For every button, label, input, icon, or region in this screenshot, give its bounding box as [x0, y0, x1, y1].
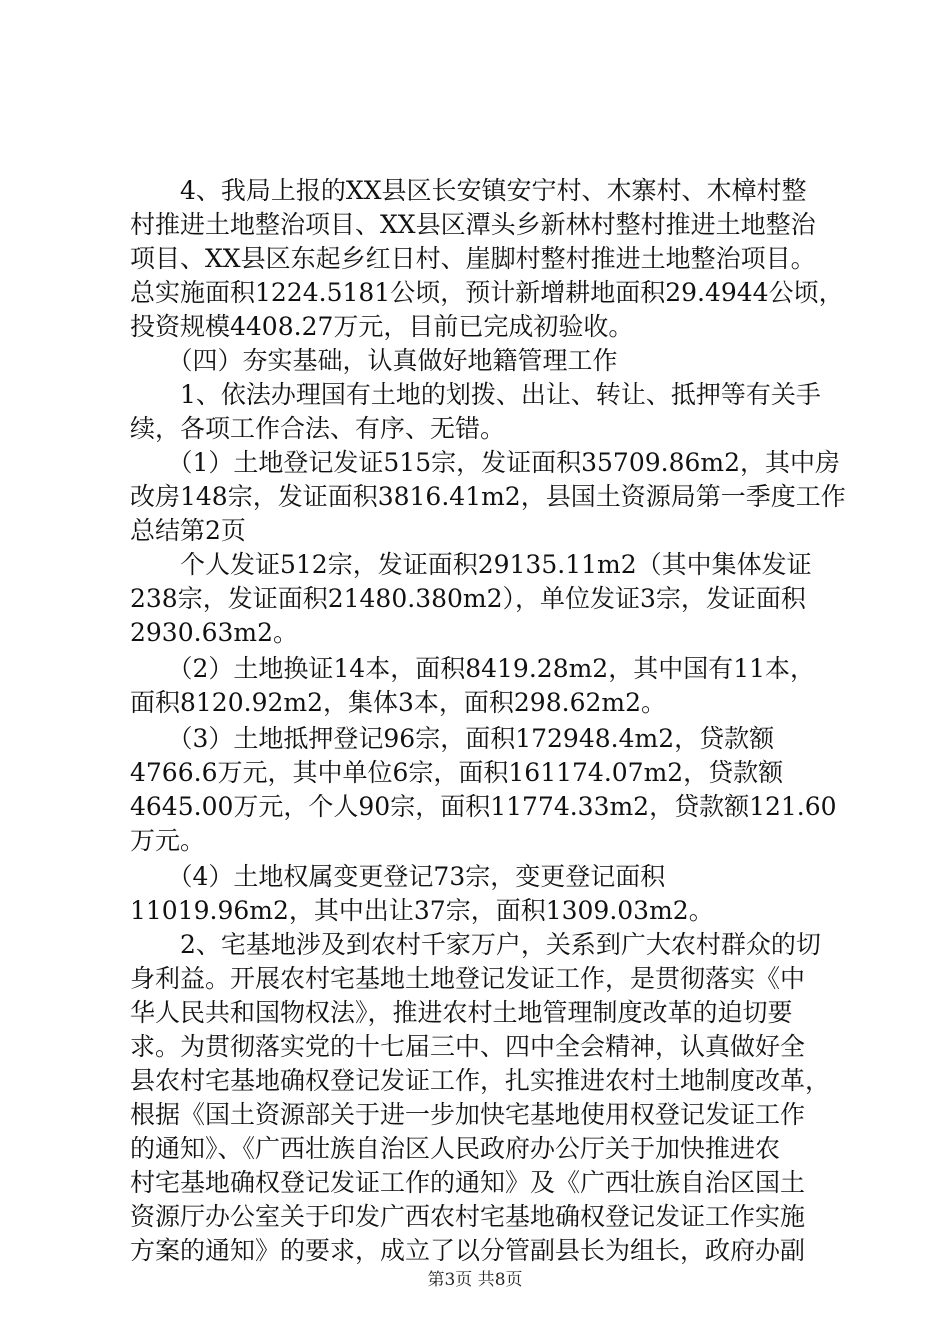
body-text-line: 资源厅办公室关于印发广西农村宅基地确权登记发证工作实施 — [130, 1202, 806, 1231]
body-text-line: 2、宅基地涉及到农村千家万户，关系到广大农村群众的切 — [130, 930, 821, 959]
body-text-line: （2）土地换证14本，面积8419.28m2，其中国有11本， — [130, 654, 816, 683]
body-text-line: 4、我局上报的XX县区长安镇安宁村、木寨村、木樟村整 — [130, 176, 807, 205]
body-text-line: （1）土地登记发证515宗，发证面积35709.86m2，其中房 — [130, 448, 841, 477]
body-text-line: 续，各项工作合法、有序、无错。 — [130, 414, 506, 443]
section-heading: （四）夯实基础，认真做好地籍管理工作 — [130, 346, 618, 375]
body-text-line: 求。为贯彻落实党的十七届三中、四中全会精神，认真做好全 — [130, 1032, 806, 1061]
body-text-line: 总结第2页 — [130, 516, 246, 545]
body-text-line: （4）土地权属变更登记73宗，变更登记面积 — [130, 862, 666, 891]
body-text-line: 身利益。开展农村宅基地土地登记发证工作，是贯彻落实《中 — [130, 964, 806, 993]
body-text-line: 华人民共和国物权法》，推进农村土地管理制度改革的迫切要 — [130, 998, 793, 1027]
body-text-line: 1、依法办理国有土地的划拨、出让、转让、抵押等有关手 — [130, 380, 821, 409]
body-text-line: 238宗，发证面积21480.380m2），单位发证3宗，发证面积 — [130, 584, 806, 613]
body-text-line: 个人发证512宗，发证面积29135.11m2（其中集体发证 — [130, 550, 812, 579]
body-text-line: 县农村宅基地确权登记发证工作，扎实推进农村土地制度改革， — [130, 1066, 831, 1095]
page-number-footer: 第3页 共8页 — [427, 1270, 523, 1290]
body-text-line: 4645.00万元，个人90宗，面积11774.33m2，贷款额121.60 — [130, 792, 837, 821]
body-text-line: 2930.63m2。 — [130, 618, 298, 647]
body-text-line: 方案的通知》的要求，成立了以分管副县长为组长，政府办副 — [130, 1236, 806, 1265]
body-text-line: 面积8120.92m2，集体3本，面积298.62m2。 — [130, 688, 666, 717]
body-text-line: （3）土地抵押登记96宗，面积172948.4m2，贷款额 — [130, 724, 775, 753]
body-text-line: 11019.96m2，其中出让37宗，面积1309.03m2。 — [130, 896, 714, 925]
body-text-line: 根据《国土资源部关于进一步加快宅基地使用权登记发证工作 — [130, 1100, 806, 1129]
body-text-line: 投资规模4408.27万元，目前已完成初验收。 — [130, 312, 634, 341]
body-text-line: 万元。 — [130, 826, 206, 855]
body-text-line: 4766.6万元，其中单位6宗，面积161174.07m2，贷款额 — [130, 758, 784, 787]
body-text-line: 改房148宗，发证面积3816.41m2，县国土资源局第一季度工作 — [130, 482, 846, 511]
body-text-line: 项目、XX县区东起乡红日村、崖脚村整村推进土地整治项目。 — [130, 244, 816, 273]
body-text-line: 村宅基地确权登记发证工作的通知》及《广西壮族自治区国土 — [130, 1168, 806, 1197]
body-text-line: 总实施面积1224.5181公顷，预计新增耕地面积29.4944公顷， — [130, 278, 844, 307]
body-text-line: 的通知》、《广西壮族自治区人民政府办公厅关于加快推进农 — [130, 1134, 781, 1163]
body-text-line: 村推进土地整治项目、XX县区潭头乡新林村整村推进土地整治 — [130, 210, 816, 239]
